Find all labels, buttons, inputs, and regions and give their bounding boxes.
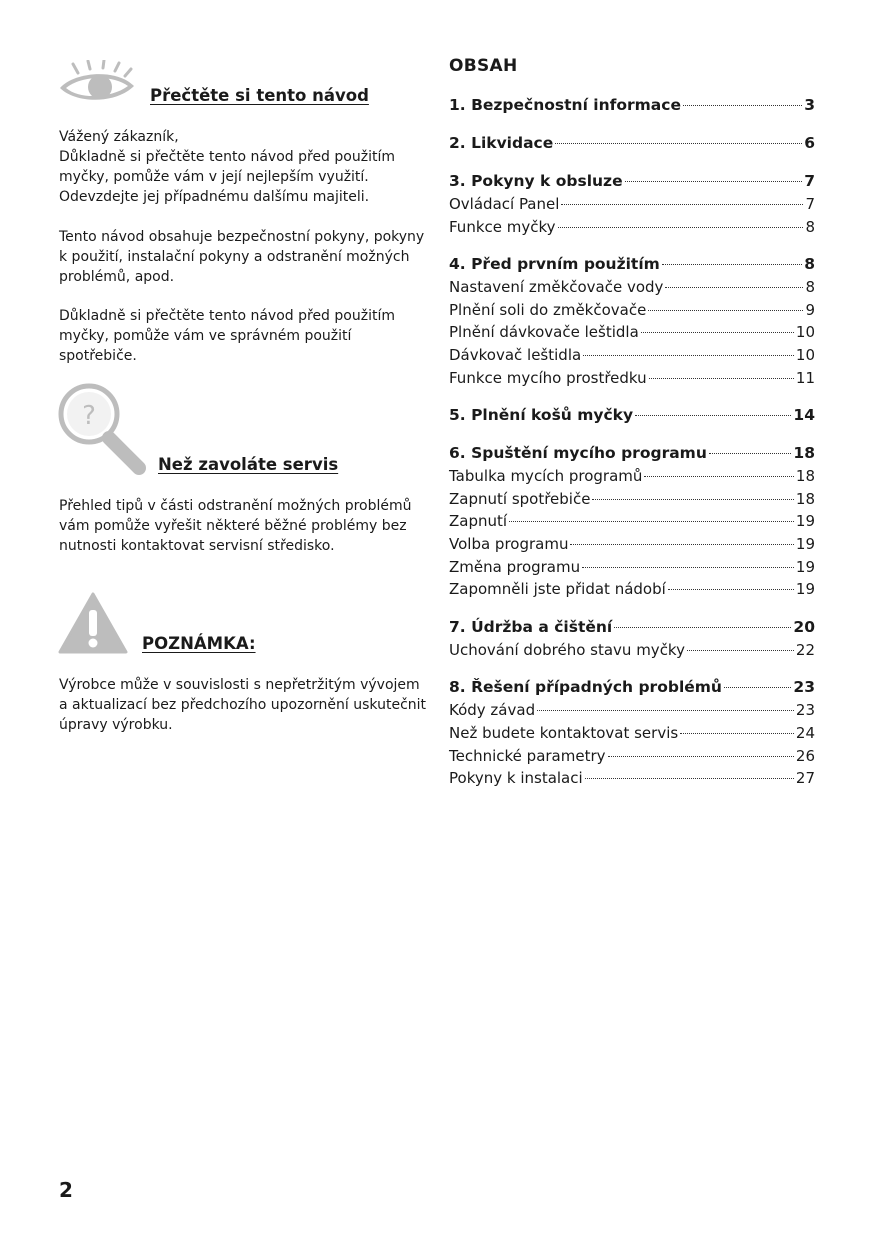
toc-entry-page: 8 xyxy=(804,255,815,274)
toc-dot-leader xyxy=(585,778,794,779)
toc-section xyxy=(449,444,815,603)
toc-dot-leader xyxy=(635,415,791,416)
toc-subentry xyxy=(449,323,815,346)
service-paragraph: Přehled tipů v části odstranění možných problémů vám pomůže vyřešit některé běžné problémy bez nutnosti kontaktovat servisní středisko. xyxy=(59,498,412,554)
toc-entry-page: 3 xyxy=(804,96,815,114)
toc-section xyxy=(449,96,815,119)
toc-dot-leader xyxy=(614,627,791,628)
toc-subentry xyxy=(449,641,815,664)
toc-entry-page: 18 xyxy=(793,444,815,463)
toc-dot-leader xyxy=(680,733,794,734)
toc-entry-label: Technické parametry xyxy=(449,746,606,765)
toc-dot-leader xyxy=(582,567,794,568)
toc-dot-leader xyxy=(509,521,794,522)
toc-subentry xyxy=(449,490,815,513)
toc-dot-leader xyxy=(665,287,803,288)
toc-subentry xyxy=(449,701,815,724)
toc-title: OBSAH xyxy=(449,56,518,76)
toc-entry-label: Dávkovač leštidla xyxy=(449,345,582,364)
toc-section xyxy=(449,618,815,664)
toc-dot-leader xyxy=(608,756,794,757)
toc-entry-page: 19 xyxy=(795,580,815,599)
toc-subentry xyxy=(449,195,815,218)
table-of-contents xyxy=(449,56,815,807)
toc-entry-page: 27 xyxy=(795,769,815,788)
toc-section xyxy=(449,678,815,791)
warning-icon xyxy=(58,592,128,654)
eye-icon xyxy=(58,60,136,108)
toc-entry-label: Volba programu xyxy=(449,534,569,553)
toc-entry-page: 19 xyxy=(795,557,815,576)
note-paragraph: Výrobce může v souvislosti s nepřetržitým vývojem a aktualizací bez předchozího upozornění uskutečnit úpravy výrobku. xyxy=(59,677,427,733)
toc-entry-label: Tabulka mycích programů xyxy=(449,467,643,486)
toc-entry-page: 18 xyxy=(795,489,815,508)
note-title: POZNÁMKA: xyxy=(142,634,256,653)
toc-entry-page: 10 xyxy=(795,345,815,364)
toc-dot-leader xyxy=(644,476,793,477)
toc-entry-label: Ovládací Panel xyxy=(449,195,560,213)
toc-entry-page: 8 xyxy=(805,278,815,297)
toc-subentry xyxy=(449,535,815,558)
read-manual-paragraph-2: Tento návod obsahuje bezpečnostní pokyny, pokyny k použití, instalační pokyny a odstranění možných problémů, apod. xyxy=(59,229,425,285)
toc-dot-leader xyxy=(687,650,794,651)
toc-entry-label: Kódy závad xyxy=(449,701,536,720)
toc-entry-page: 18 xyxy=(795,467,815,486)
toc-entry-label: 1. Bezpečnostní informace xyxy=(449,96,681,114)
read-manual-paragraph-1: Vážený zákazník, Důkladně si přečtěte tento návod před použitím myčky, pomůže vám v její nejlepším využití. Odevzdejte jej případnému dalšímu majiteli. xyxy=(59,129,395,205)
toc-section xyxy=(449,172,815,240)
toc-entry-label: Zapomněli jste přidat nádobí xyxy=(449,580,666,599)
toc-section xyxy=(449,134,815,157)
toc-entry-label: 3. Pokyny k obsluze xyxy=(449,172,623,190)
toc-entry-label: 6. Spuštění mycího programu xyxy=(449,444,707,463)
toc-entry-label: Plnění soli do změkčovače xyxy=(449,300,647,319)
toc-dot-leader xyxy=(724,687,791,688)
toc-section-heading xyxy=(449,406,815,429)
toc-entry-page: 7 xyxy=(804,172,815,190)
toc-section-heading xyxy=(449,255,815,278)
toc-entry-label: 4. Před prvním použitím xyxy=(449,255,660,274)
toc-entry-page: 14 xyxy=(793,406,815,425)
toc-entry-label: Změna programu xyxy=(449,557,581,576)
toc-entry-label: Pokyny k instalaci xyxy=(449,769,583,788)
toc-entry-label: Uchování dobrého stavu myčky xyxy=(449,640,685,659)
toc-section-heading xyxy=(449,444,815,467)
toc-dot-leader xyxy=(709,453,792,454)
toc-entry-page: 7 xyxy=(805,195,815,213)
toc-subentry xyxy=(449,769,815,792)
toc-entry-page: 19 xyxy=(795,534,815,553)
toc-entry-page: 20 xyxy=(793,617,815,636)
service-title: Než zavoláte servis xyxy=(158,455,339,474)
toc-entry-label: 5. Plnění košů myčky xyxy=(449,406,634,425)
toc-entry-page: 22 xyxy=(795,640,815,659)
toc-entry-label: 8. Řešení případných problémů xyxy=(449,678,722,697)
toc-section xyxy=(449,255,815,391)
toc-section-heading xyxy=(449,678,815,701)
toc-list xyxy=(449,96,815,792)
toc-entry-page: 8 xyxy=(805,217,815,236)
toc-entry-page: 23 xyxy=(795,701,815,720)
magnifier-question-icon xyxy=(57,382,147,476)
toc-entry-label: 7. Údržba a čištění xyxy=(449,617,613,636)
toc-dot-leader xyxy=(570,544,793,545)
toc-entry-page: 9 xyxy=(805,300,815,319)
toc-subentry xyxy=(449,278,815,301)
toc-entry-page: 19 xyxy=(795,512,815,531)
toc-subentry xyxy=(449,747,815,770)
toc-dot-leader xyxy=(662,264,802,265)
page-number: 2 xyxy=(59,1178,73,1202)
toc-entry-label: Nastavení změkčovače vody xyxy=(449,278,664,297)
toc-section-heading xyxy=(449,96,815,119)
toc-subentry xyxy=(449,301,815,324)
read-manual-title: Přečtěte si tento návod xyxy=(150,86,369,105)
toc-dot-leader xyxy=(592,499,793,500)
toc-entry-page: 11 xyxy=(795,368,815,387)
toc-dot-leader xyxy=(668,589,794,590)
toc-entry-page: 26 xyxy=(795,746,815,765)
toc-dot-leader xyxy=(583,355,794,356)
toc-dot-leader xyxy=(625,181,803,182)
toc-subentry xyxy=(449,558,815,581)
toc-dot-leader xyxy=(561,204,803,205)
toc-section-heading xyxy=(449,618,815,641)
toc-subentry xyxy=(449,512,815,535)
toc-entry-page: 23 xyxy=(793,678,815,697)
toc-entry-label: Zapnutí spotřebiče xyxy=(449,489,591,508)
toc-dot-leader xyxy=(537,710,794,711)
toc-subentry xyxy=(449,346,815,369)
magnifier-glyph: ? xyxy=(82,401,96,431)
toc-section-heading xyxy=(449,172,815,195)
toc-entry-page: 24 xyxy=(795,723,815,742)
toc-dot-leader xyxy=(555,143,802,144)
read-manual-paragraph-3: Důkladně si přečtěte tento návod před použitím myčky, pomůže vám ve správném použití spotřebiče. xyxy=(59,308,395,364)
toc-dot-leader xyxy=(558,227,804,228)
toc-entry-label: Plnění dávkovače leštidla xyxy=(449,323,639,342)
toc-entry-page: 10 xyxy=(795,323,815,342)
toc-dot-leader xyxy=(648,310,803,311)
toc-subentry xyxy=(449,218,815,241)
toc-dot-leader xyxy=(641,332,794,333)
toc-dot-leader xyxy=(683,105,802,106)
toc-entry-label: Funkce myčky xyxy=(449,217,556,236)
toc-entry-page: 6 xyxy=(804,134,815,152)
toc-subentry xyxy=(449,467,815,490)
toc-subentry xyxy=(449,580,815,603)
toc-entry-label: 2. Likvidace xyxy=(449,134,554,152)
toc-subentry xyxy=(449,724,815,747)
toc-entry-label: Než budete kontaktovat servis xyxy=(449,723,679,742)
toc-dot-leader xyxy=(649,378,794,379)
toc-subentry xyxy=(449,369,815,392)
toc-entry-label: Funkce mycího prostředku xyxy=(449,368,647,387)
toc-entry-label: Zapnutí xyxy=(449,512,508,531)
toc-section xyxy=(449,406,815,429)
toc-section-heading xyxy=(449,134,815,157)
